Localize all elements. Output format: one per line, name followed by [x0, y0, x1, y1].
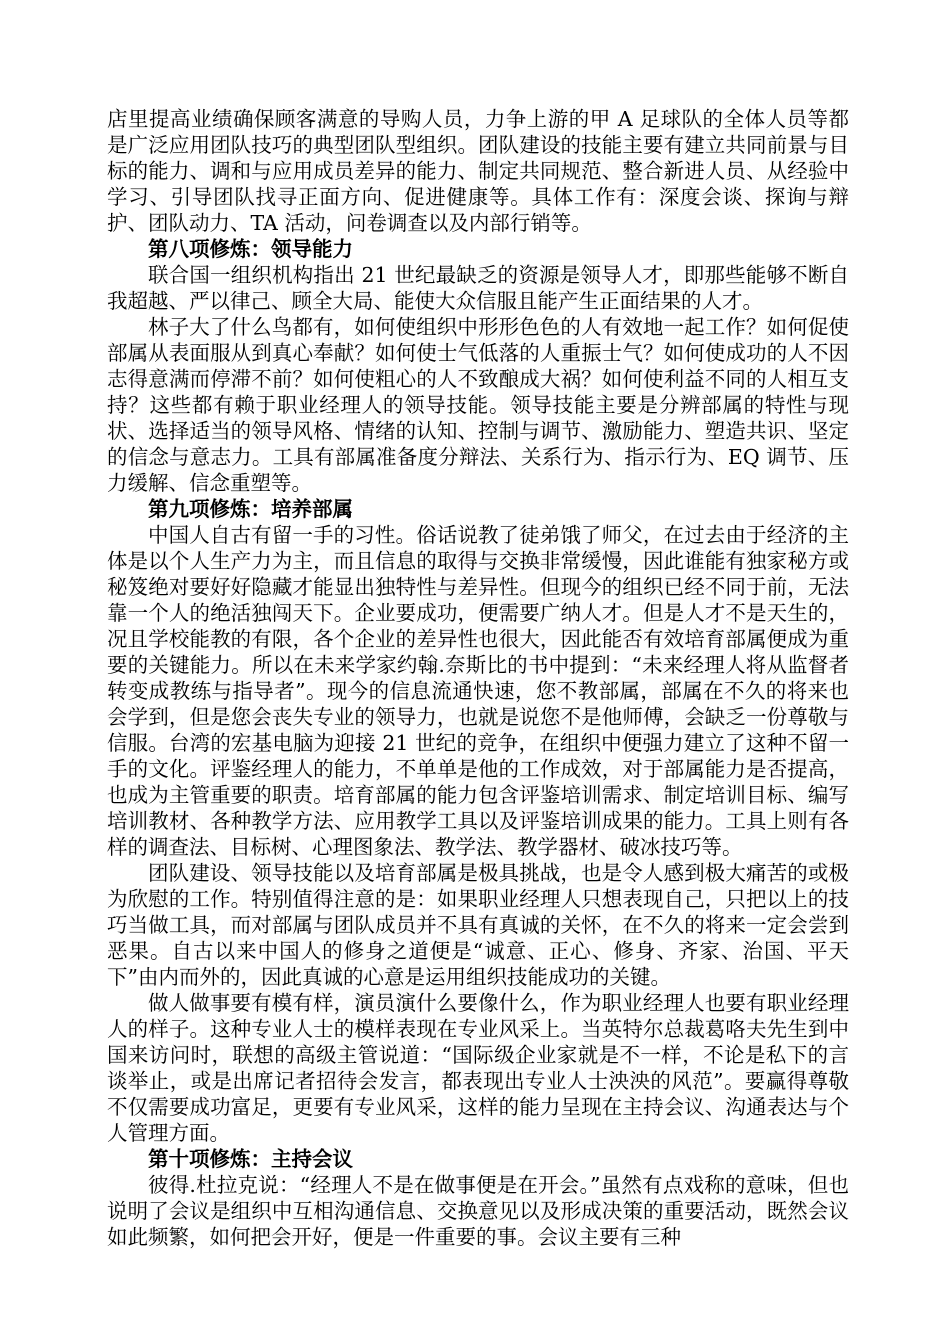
document-page [107, 106, 849, 1250]
paragraph-team-building-intro: 店里提高业绩确保顾客满意的导购人员，力争上游的甲 A 足球队的全体人员等都是广泛应用团队技巧的典型团队型组织。团队建设的技能主要有建立共同前景与目标的能力、调和与应用成员差异的能力、制定共同规范、整合新进人员、从经验中学习、引导团队找寻正面方向、促进健康等。具体工作有：深度会谈、探询与辩护、团队动力、TA 活动，问卷调查以及内部行销等。 [107, 107, 849, 235]
paragraph-leadership-2: 林子大了什么鸟都有，如何使组织中形形色色的人有效地一起工作？如何促使部属从表面服从到真心奉献？如何使士气低落的人重振士气？如何使成功的人不因志得意满而停滞不前？如何使粗心的人不致酿成大祸？如何使利益不同的人相互支持？这些都有赖于职业经理人的领导技能。领导技能主要是分辨部属的特性与现状、选择适当的领导风格、情绪的认知、控制与调节、激励能力、塑造共识、坚定的信念与意志力。工具有部属准备度分辩法、关系行为、指示行为、EQ 调节、压力缓解、信念重塑等。 [107, 315, 849, 495]
section-heading-developing-subordinates: 第九项修炼：培养部属 [148, 497, 353, 521]
section-heading-hosting-meetings: 第十项修炼：主持会议 [148, 1147, 353, 1171]
paragraph-leadership-1: 联合国一组织机构指出 21 世纪最缺乏的资源是领导人才，即那些能够不断自我超越、严以律己、顾全大局、能使大众信服且能产生正面结果的人才。 [107, 263, 849, 313]
paragraph-developing-3: 做人做事要有模有样，演员演什么要像什么，作为职业经理人也要有职业经理人的样子。这种专业人士的模样表现在专业风采上。当英特尔总裁葛咯夫先生到中国来访问时，联想的高级主管说道：“国际级企业家就是不一样，不论是私下的言谈举止，或是出席记者招待会发言，都表现出专业人士泱泱的风范”。要赢得尊敬不仅需要成功富足，更要有专业风采，这样的能力呈现在主持会议、沟通表达与个人管理方面。 [107, 991, 849, 1145]
paragraph-developing-2: 团队建设、领导技能以及培育部属是极具挑战，也是令人感到极大痛苦的或极为欣慰的工作。特别值得注意的是：如果职业经理人只想表现自己，只把以上的技巧当做工具，而对部属与团队成员并不具有真诚的关怀，在不久的将来一定会尝到恶果。自古以来中国人的修身之道便是“诚意、正心、修身、齐家、治国、平天下”由内而外的，因此真诚的心意是运用组织技能成功的关键。 [107, 861, 849, 989]
paragraph-meetings-1: 彼得.杜拉克说：“经理人不是在做事便是在开会。”虽然有点戏称的意味，但也说明了会议是组织中互相沟通信息、交换意见以及形成决策的重要活动，既然会议如此频繁，如何把会开好，便是一件重要的事。会议主要有三种 [107, 1173, 849, 1249]
section-heading-leadership: 第八项修炼：领导能力 [148, 237, 353, 261]
paragraph-developing-1: 中国人自古有留一手的习性。俗话说教了徒弟饿了师父，在过去由于经济的主体是以个人生产力为主，而且信息的取得与交换非常缓慢，因此谁能有独家秘方或秘笈绝对要好好隐藏才能显出独特性与差异性。但现今的组织已经不同于前，无法靠一个人的绝活独闯天下。企业要成功，便需要广纳人才。但是人才不是天生的，况且学校能教的有限，各个企业的差异性也很大，因此能否有效培育部属便成为重要的关键能力。所以在未来学家约翰.奈斯比的书中提到：“未来经理人将从监督者转变成教练与指导者”。现今的信息流通快速，您不教部属，部属在不久的将来也会学到，但是您会丧失专业的领导力，也就是说您不是他师傅，会缺乏一份尊敬与信服。台湾的宏基电脑为迎接 21 世纪的竞争，在组织中便强力建立了这种不留一手的文化。评鉴经理人的能力，不单单是他的工作成效，对于部属能力是否提高，也成为主管重要的职责。培育部属的能力包含评鉴培训需求、制定培训目标、编写培训教材、各种教学方法、应用教学工具以及评鉴培训成果的能力。工具上则有各样的调查法、目标树、心理图象法、教学法、教学器材、破冰技巧等。 [107, 523, 849, 859]
